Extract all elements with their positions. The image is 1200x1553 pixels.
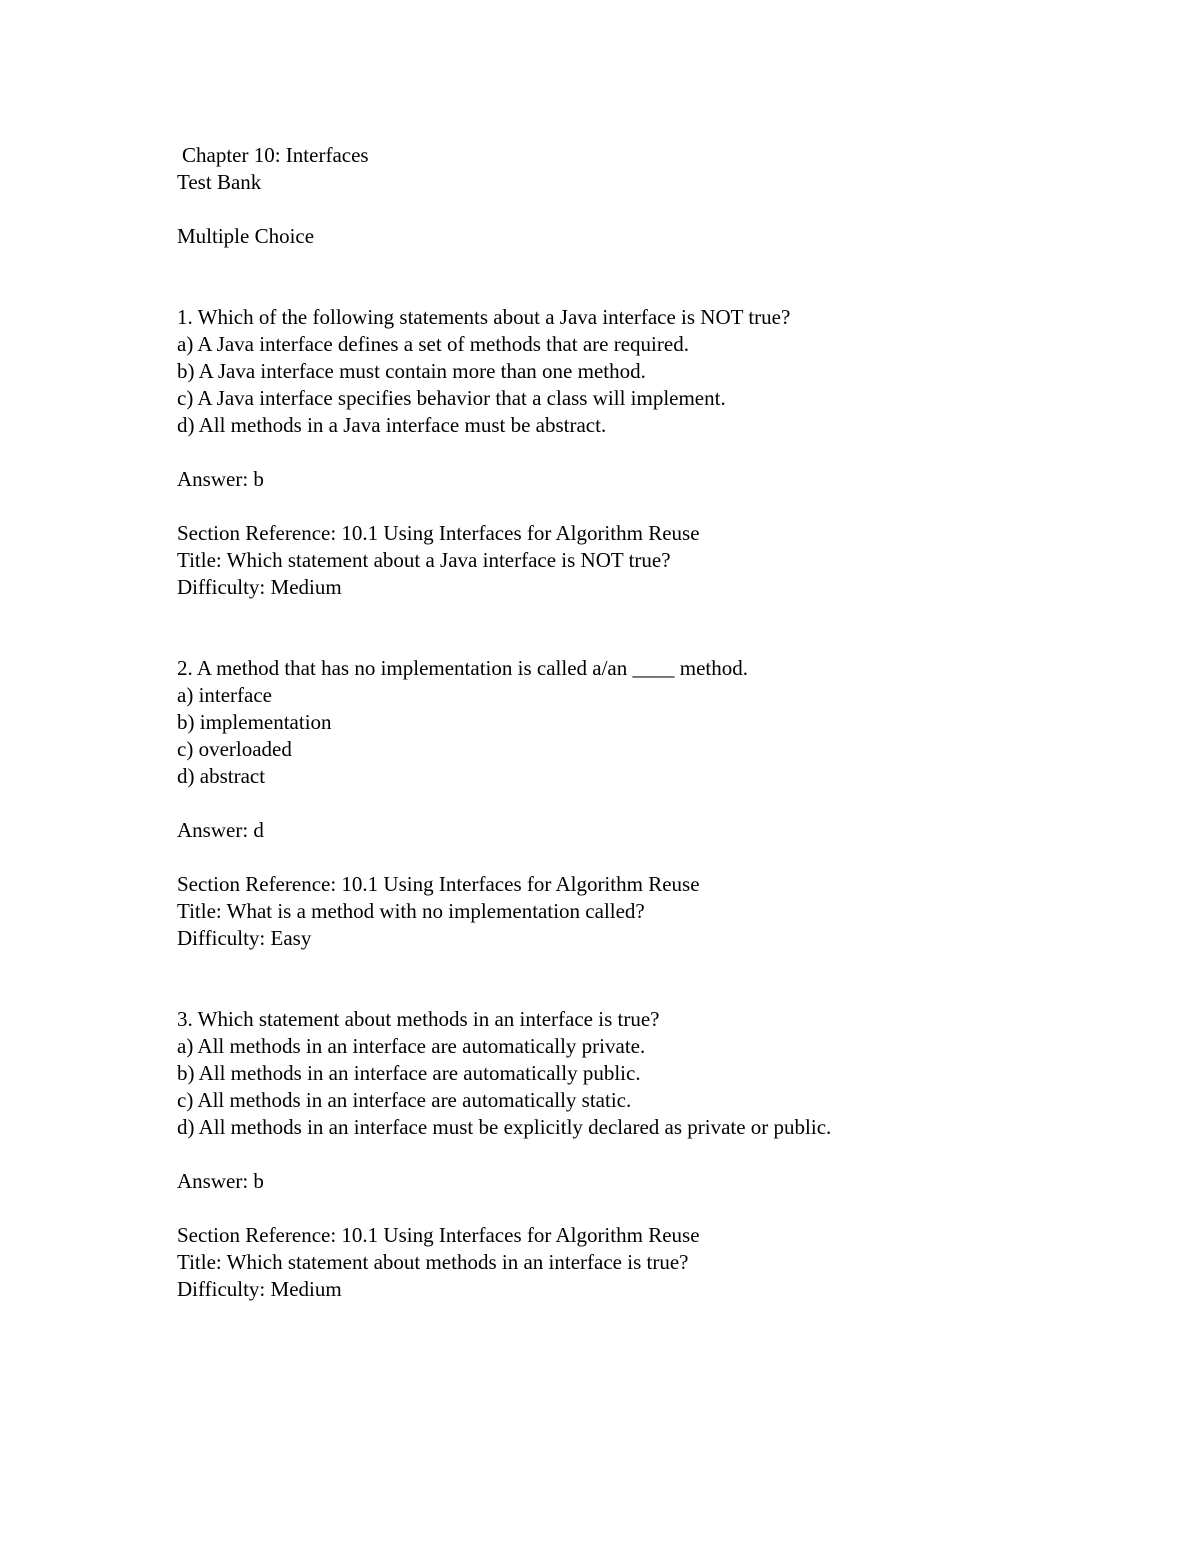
answer-key: Answer: d (177, 818, 264, 842)
question-stem: 3. Which statement about methods in an interface is true? (177, 1007, 660, 1031)
answer-option: d) abstract (177, 764, 266, 788)
answer-option: b) All methods in an interface are automatically public. (177, 1061, 641, 1085)
question-stem: 2. A method that has no implementation is called a/an ____ method. (177, 656, 748, 680)
answer-option: b) A Java interface must contain more than one method. (177, 359, 646, 383)
answer-option: d) All methods in an interface must be explicitly declared as private or public. (177, 1115, 832, 1139)
question-difficulty: Difficulty: Medium (177, 1277, 342, 1301)
answer-key: Answer: b (177, 467, 264, 491)
section-reference: Section Reference: 10.1 Using Interfaces for Algorithm Reuse (177, 521, 700, 545)
answer-key: Answer: b (177, 1169, 264, 1193)
question-title: Title: What is a method with no implementation called? (177, 899, 645, 923)
answer-option: a) A Java interface defines a set of methods that are required. (177, 332, 689, 356)
question-difficulty: Difficulty: Medium (177, 575, 342, 599)
question-block (177, 655, 1137, 952)
answer-option: a) All methods in an interface are automatically private. (177, 1034, 646, 1058)
question-stem: 1. Which of the following statements about a Java interface is NOT true? (177, 305, 791, 329)
question-title: Title: Which statement about methods in an interface is true? (177, 1250, 689, 1274)
answer-option: a) interface (177, 683, 273, 707)
question-difficulty: Difficulty: Easy (177, 926, 312, 950)
answer-option: b) implementation (177, 710, 332, 734)
document-subtitle: Test Bank (177, 170, 262, 194)
chapter-title: Chapter 10: Interfaces (182, 143, 369, 167)
question-title: Title: Which statement about a Java interface is NOT true? (177, 548, 671, 572)
answer-option: d) All methods in a Java interface must be abstract. (177, 413, 607, 437)
section-heading: Multiple Choice (177, 224, 315, 248)
answer-option: c) All methods in an interface are automatically static. (177, 1088, 632, 1112)
section-reference: Section Reference: 10.1 Using Interfaces for Algorithm Reuse (177, 872, 700, 896)
answer-option: c) A Java interface specifies behavior that a class will implement. (177, 386, 726, 410)
answer-option: c) overloaded (177, 737, 292, 761)
question-block (177, 304, 1137, 601)
document-page (177, 142, 1137, 1303)
question-block (177, 1006, 1137, 1303)
section-reference: Section Reference: 10.1 Using Interfaces for Algorithm Reuse (177, 1223, 700, 1247)
